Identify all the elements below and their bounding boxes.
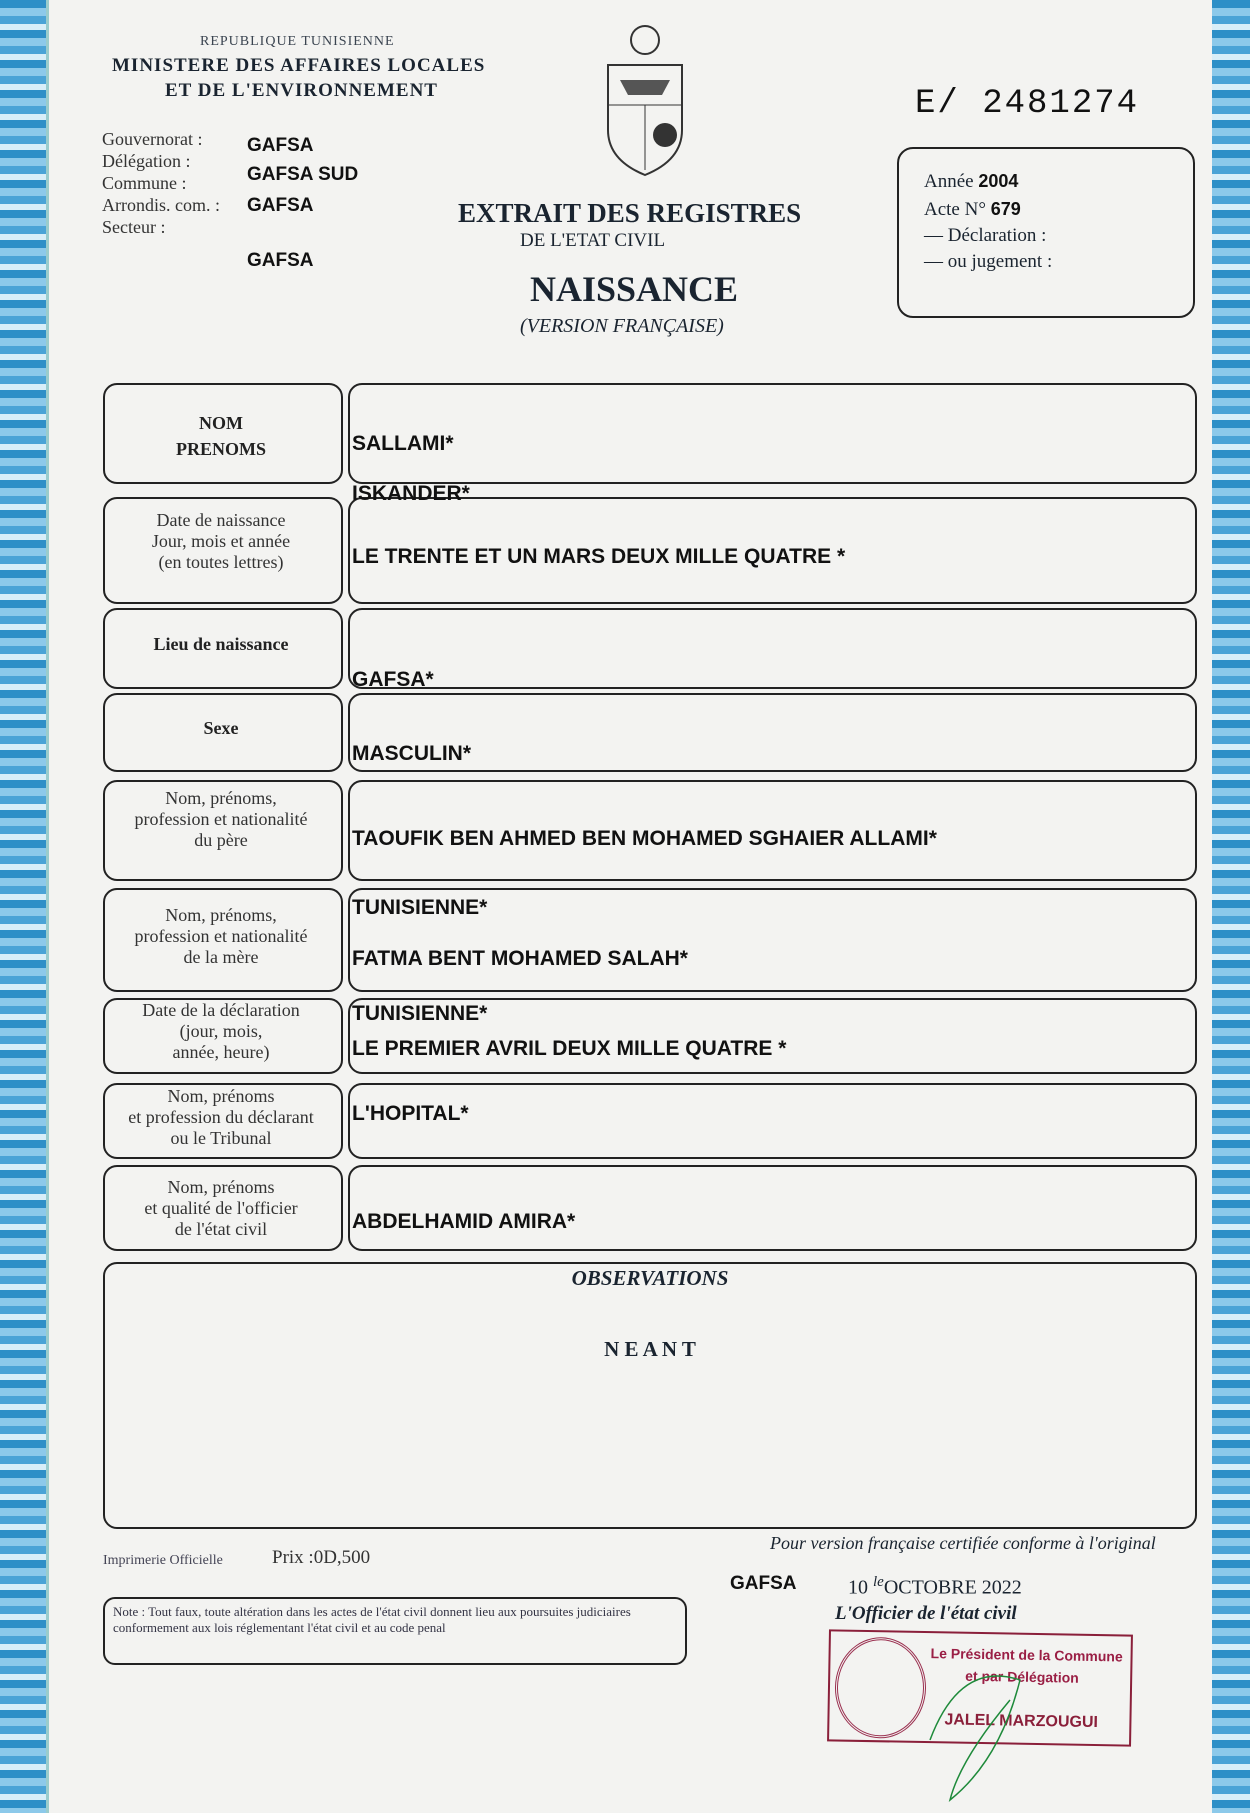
stamp-name: JALEL MARZOUGUI	[944, 1711, 1099, 1732]
row-box-value	[348, 1083, 1197, 1159]
declaration-date-value: LE PREMIER AVRIL DEUX MILLE QUATRE *	[352, 1037, 787, 1060]
date-le: le	[873, 1574, 884, 1590]
observations-box	[103, 1262, 1197, 1529]
date-naissance-label: Date de naissance Jour, mois et année (en toutes lettres)	[151, 510, 291, 572]
note-text: Note : Tout faux, toute altération dans les actes de l'état civil donnent lieu aux poursuites judiciaires conformement aux lois réglementant l'état civil et au code penal	[113, 1604, 631, 1635]
delegation-value: GAFSA SUD	[247, 164, 359, 185]
observations-value: N E A N T	[604, 1337, 696, 1361]
date-month-year: OCTOBRE 2022	[883, 1576, 1022, 1599]
pere-value: TAOUFIK BEN AHMED BEN MOHAMED SGHAIER ALLAMI*	[352, 827, 937, 850]
jugement-label: — ou jugement :	[924, 251, 1053, 272]
declaration-date-label: Date de la déclaration (jour, mois, année, heure)	[142, 1000, 300, 1062]
mere-value: FATMA BENT MOHAMED SALAH*	[352, 947, 688, 970]
annee-value: 2004	[978, 171, 1019, 191]
arrondissement-label: Arrondis. com. :	[102, 195, 220, 215]
admin-labels	[102, 128, 220, 238]
document-type: NAISSANCE	[530, 269, 739, 309]
date-naissance-value: LE TRENTE ET UN MARS DEUX MILLE QUATRE *	[352, 545, 846, 568]
document-title: EXTRAIT DES REGISTRES	[458, 198, 802, 228]
acte-box	[897, 147, 1195, 318]
signature	[900, 1640, 1040, 1810]
date-day: 10	[848, 1576, 868, 1599]
document-subtitle: DE L'ETAT CIVIL	[520, 230, 666, 251]
mere-label: Nom, prénoms, profession et nationalité de la mère	[134, 905, 308, 967]
secteur-value: GAFSA	[247, 250, 314, 271]
acte-label: Acte N°	[924, 199, 986, 220]
document-version: (VERSION FRANÇAISE)	[520, 315, 724, 337]
delegation-label: Délégation :	[102, 151, 191, 171]
row-box-value	[348, 608, 1197, 689]
mere-nationalite-value: TUNISIENNE*	[352, 1002, 488, 1025]
observations-title: OBSERVATIONS	[571, 1266, 729, 1290]
commune-value: GAFSA	[247, 195, 314, 216]
pere-label: Nom, prénoms, profession et nationalité du père	[134, 788, 308, 850]
date-value	[848, 1574, 1022, 1600]
gouvernorat-label: Gouvernorat :	[102, 129, 203, 149]
printer-label: Imprimerie Officielle	[103, 1553, 223, 1568]
serial-number: E/ 2481274	[915, 85, 1140, 123]
sexe-value: MASCULIN*	[352, 742, 471, 765]
place-value: GAFSA	[730, 1573, 797, 1594]
row-box-value	[348, 693, 1197, 772]
nom-prenoms-label: NOM PRENOMS	[176, 413, 266, 459]
secteur-label: Secteur :	[102, 217, 166, 237]
gouvernorat-value: GAFSA	[247, 135, 314, 156]
nom-value: SALLAMI*	[352, 432, 454, 455]
prenom-value: ISKANDER*	[352, 482, 470, 505]
republic-label: REPUBLIQUE TUNISIENNE	[200, 34, 395, 49]
stamp-line-1: Le Président de la Commune	[930, 1645, 1123, 1665]
stamp-line-2: et par Délégation	[965, 1667, 1079, 1686]
lieu-naissance-value: GAFSA*	[352, 668, 434, 691]
row-box-value	[348, 383, 1197, 484]
officer-title: L'Officier de l'état civil	[835, 1603, 1017, 1624]
price-label: Prix :0D,500	[272, 1547, 371, 1568]
note-box	[103, 1597, 687, 1665]
tunisia-coat-of-arms-emblem	[600, 20, 690, 180]
officier-label: Nom, prénoms et qualité de l'officier de l'état civil	[144, 1177, 298, 1239]
acte-value: 679	[990, 199, 1021, 219]
annee-label: Année	[924, 171, 974, 192]
row-box-value	[348, 1165, 1197, 1251]
commune-label: Commune :	[102, 173, 187, 193]
ministry-line-2: ET DE L'ENVIRONNEMENT	[165, 80, 438, 101]
pere-nationalite-value: TUNISIENNE*	[352, 896, 488, 919]
declaration-label: — Déclaration :	[924, 225, 1047, 246]
declarant-label: Nom, prénoms et profession du déclarant ou le Tribunal	[128, 1086, 314, 1148]
left-decorative-border	[0, 0, 49, 1813]
right-decorative-border	[1212, 0, 1250, 1813]
certified-text: Pour version française certifiée conforme à l'original	[770, 1533, 1156, 1553]
officier-value: ABDELHAMID AMIRA*	[352, 1210, 576, 1233]
sexe-label: Sexe	[203, 718, 239, 738]
lieu-naissance-label: Lieu de naissance	[153, 634, 289, 654]
ministry-line-1: MINISTERE DES AFFAIRES LOCALES	[112, 55, 486, 76]
declarant-value: L'HOPITAL*	[352, 1102, 469, 1125]
